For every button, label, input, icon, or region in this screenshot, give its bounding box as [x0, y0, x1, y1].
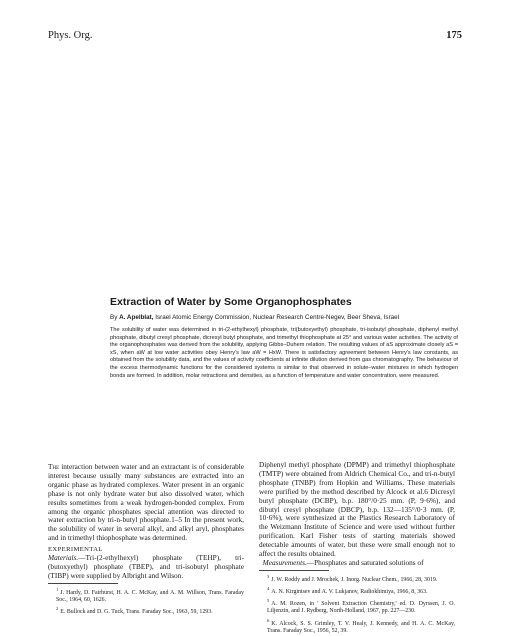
footnote [48, 586, 244, 604]
footnote-list [259, 573, 455, 635]
section-heading: EXPERIMENTAL [48, 546, 103, 554]
measurements-label: Measurements. [262, 557, 307, 567]
footnote-list [48, 586, 244, 617]
measurements-paragraph [259, 559, 455, 568]
footnote-text: E. Bullock and D. G. Tuck, Trans. Faraday Soc., 1963, 59, 1293. [60, 609, 213, 616]
footnote [259, 585, 455, 596]
intro-text: interaction between water and an extractant is of considerable interest because usually many substances are extracted into an organic phase as hydrated complexes. Water present in an organic phase is not only hydrate water but also dissolved water, which results sometimes from a weak hydrogen-bonded complex. From among the organic phosphates special attention was directed to water extraction by tri-n-butyl phosphate.1–5 In the present work, the solubility of water in several alkyl, and alkyl aryl, phosphates and in trimethyl thiophosphate was determined. [48, 462, 244, 543]
left-column [48, 463, 244, 617]
running-head [48, 30, 462, 44]
footnote [48, 605, 244, 616]
footnote-text: K. Alcock, S. S. Grimley, T. V. Healy, J. Kennedy, and H. A. C. McKay, Trans. Faraday Soc., 1956, 52, 39. [267, 620, 455, 634]
intro-lead-word: The [48, 462, 60, 471]
footnote [259, 573, 455, 584]
footnote [259, 597, 455, 615]
intro-paragraph [48, 463, 244, 543]
materials-text: —Tri-(2-ethylhexyl) phosphate (TEHP), tri-(butoxyethyl) phosphate (TBEP), and tri-isobutyl phosphate (TIBP) were supplied by Albright and Wilson. [48, 553, 244, 580]
footnote-number: 1 [56, 586, 59, 592]
article-title: Extraction of Water by Some Organophosphates [110, 296, 352, 308]
page-number: 175 [446, 30, 462, 41]
footnote-text: A. N. Kirgintsev and A. V. Lukjanov, Radiokhimiya, 1966, 8, 363. [271, 589, 428, 596]
footnote-number: 3 [267, 573, 270, 579]
footnote [259, 617, 455, 635]
measurements-text: —Phosphates and saturated solutions of [306, 557, 424, 567]
author-byline [110, 314, 470, 322]
footnote-text: A. M. Rozen, in ' Solvent Extraction Chemistry,' ed. D. Dyrssen, J. O. Liljenzin, and J. Rydberg, North-Holland, 1967, pp. 227—230. [267, 601, 455, 615]
footnote-number: 5 [267, 598, 270, 604]
materials-continued-paragraph: Diphenyl methyl phosphate (DPMP) and trimethyl thiophosphate (TMTP) were obtained from Aldrich Chemical Co., and tri-n-butyl phosphate (TNBP) from Hopkin and Williams. These materials were purified by the method described by Alcock et al.6 Dicresyl butyl phosphate (DCBP), b.p. 180°/0·25 mm. (P, 9·6%), and dibutyl cresyl phosphate (DBCP), b.p. 132—135°/0·3 mm. (P, 10·6%), were synthesized at the Plastics Research Laboratory of the Weizmann Institute of Science and were used without further purification. Karl Fisher tests of starting materials showed detectable amounts of water, but these were small enough not to affect the results obtained. [259, 460, 455, 559]
abstract: The solubility of water was determined in tri-(2-ethylhexyl) phosphate, tri(butoxyethyl) phosphate, tri-isobutyl phosphate, diphenyl methyl phosphate, dibutyl cresyl phosphate, dicresyl butyl phosphate, and trimethyl thiophosphate at 25° and various water activities. The activity of the organophosphates was derived from the solubility, applying Gibbs–Duhem relation. The resulting values of aS approximate closely aS = xS, when aW at low water activities obey Henry's law aW = HxW. There is satisfactory agreement between Henry's law constants, as obtained from the solubility data, and the values of activity coefficients at infinite dilution derived from gas chromatography. The behaviour of the excess thermodynamic functions for the considered systems is similar to that observed in solute–water mixtures in which hydrogen bonds are formed. In addition, molar retractions and densities, as a function of temperature and water concentration, were measured. [110, 327, 458, 379]
materials-label: Materials. [48, 553, 79, 563]
journal-section-label: Phys. Org. [48, 30, 93, 41]
footnote-rule [48, 583, 118, 584]
author-prefix: By [110, 314, 118, 321]
materials-paragraph [48, 554, 244, 581]
footnote-text: J. W. Roddy and J. Mrochek, J. Inorg. Nuclear Chem., 1966, 28, 3019. [271, 576, 438, 583]
right-column [259, 461, 455, 636]
footnote-number: 4 [267, 586, 270, 592]
author-name: A. Apelblat, [119, 314, 154, 321]
footnote-number: 2 [56, 606, 59, 612]
footnote-number: 6 [267, 617, 270, 623]
footnote-rule [259, 570, 329, 571]
author-affiliation: Israel Atomic Energy Commission, Nuclear Research Centre-Negev, Beer Sheva, Israel [155, 314, 400, 321]
footnote-text: J. Hardy, D. Fairhurst, H. A. C. McKay, and A. M. Willson, Trans. Faraday Soc., 1964, 60, 1626. [56, 589, 244, 604]
